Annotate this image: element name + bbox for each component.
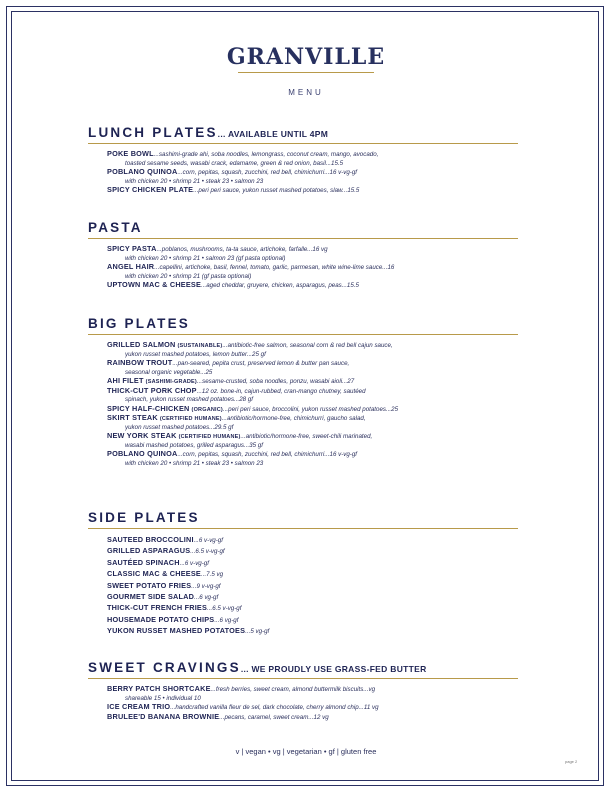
item-description: ...peri peri sauce, yukon russet mashed potatoes, slaw...15.5 [193, 187, 360, 194]
item-description: ...6 v-vg-gf [193, 537, 223, 544]
item-name: BRULEE'D BANANA BROWNIE [107, 712, 220, 721]
item-tag: (CERTIFIED HUMANE) [178, 434, 241, 441]
menu-item [107, 581, 518, 592]
menu-item [107, 359, 518, 369]
menu-item [107, 558, 518, 569]
item-tag: (ORGANIC) [191, 406, 223, 413]
menu-item [107, 569, 518, 580]
item-description: ...12 oz. bone-in, cajun-rubbed, cran-mango chutney, sautéed [196, 387, 366, 395]
menu-item [107, 713, 518, 723]
item-description: ...6 vg-gf [194, 594, 219, 602]
section-divider [88, 528, 518, 529]
item-description: ...6.5 v-vg-gf [207, 605, 242, 613]
item-name: GRILLED SALMON [107, 341, 176, 349]
item-list [107, 341, 518, 468]
section-big-plates [88, 316, 518, 468]
brand-logo: GRANVILLE [226, 44, 386, 70]
section-sweet-cravings [88, 660, 518, 722]
item-name: HOUSEMADE POTATO CHIPS [107, 614, 215, 624]
brand-divider [238, 72, 374, 73]
item-name: SAUTÉED SPINACH [107, 557, 180, 567]
menu-item [107, 186, 518, 196]
item-description: ...antibiotic/hormone-free, sweet-chili marinated, [240, 433, 373, 441]
item-continuation: yukon russet mashed potatoes, lemon butter...25 gf [125, 350, 266, 358]
section-side-plates [88, 510, 518, 638]
section-pasta [88, 220, 518, 291]
menu-item [107, 703, 518, 713]
item-name: GRILLED ASPARAGUS [107, 546, 191, 556]
section-divider [88, 238, 518, 239]
item-description: ...pecans, caramel, sweet cream...12 vg [219, 713, 329, 721]
menu-item [107, 626, 518, 637]
menu-item [107, 168, 518, 178]
item-continuation: wasabi mashed potatoes, grilled asparagus...35 gf [125, 441, 263, 449]
item-description: ...capellini, artichoke, basil, fennel, tomato, garlic, parmesan, white wine-lime sauce...16 [154, 264, 395, 271]
item-continuation: yukon russet mashed potatoes...29.5 gf [125, 423, 234, 431]
item-continuation: spinach, yukon russet mashed potatoes...28 gf [125, 396, 253, 404]
item-name: SWEET POTATO FRIES [107, 580, 192, 590]
section-title: SWEET CRAVINGS... WE PROUDLY USE GRASS-FED BUTTER [88, 660, 427, 675]
item-name: SPICY PASTA [107, 245, 157, 253]
item-list [107, 685, 518, 722]
item-continuation: shareable 15 • individual 10 [125, 694, 201, 702]
menu-item [107, 377, 518, 387]
page-number: page 2 [565, 759, 578, 764]
item-description: ...corn, pepitas, squash, zucchini, red bell, chimichurri...16 v-vg-gf [177, 169, 358, 176]
item-tag: (SASHIMI-GRADE) [145, 379, 197, 385]
section-divider [88, 678, 518, 679]
item-name: ICE CREAM TRIO [107, 703, 171, 711]
item-continuation: with chicken 20 • shrimp 21 • steak 23 • salmon 23 [125, 459, 264, 467]
item-description: ...fresh berries, sweet cream, almond buttermilk biscuits...vg [210, 686, 376, 693]
section-title: PASTA [88, 220, 143, 235]
item-name: SKIRT STEAK [107, 414, 158, 423]
menu-item [107, 592, 518, 603]
item-description: ...corn, pepitas, squash, zucchini, red bell, chimichurri...16 v-vg-gf [177, 451, 358, 459]
item-name: YUKON RUSSET MASHED POTATOES [107, 626, 246, 636]
item-continuation: with chicken 20 • shrimp 21 (gf pasta optional) [125, 272, 252, 280]
menu-item [107, 535, 518, 546]
item-list [107, 535, 518, 638]
item-list [107, 245, 518, 291]
section-title: BIG PLATES [88, 316, 191, 331]
item-name: SAUTEED BROCCOLINI [107, 535, 194, 544]
item-name: BERRY PATCH SHORTCAKE [107, 685, 211, 693]
item-name: POKE BOWL [107, 150, 154, 158]
item-description: ...5 vg-gf [245, 628, 270, 636]
menu-item [107, 450, 518, 460]
section-divider [88, 143, 518, 144]
item-description: ...poblanos, mushrooms, ta-ta sauce, artichoke, farfalle...16 vg [156, 246, 328, 253]
item-tag: (CERTIFIED HUMANE) [159, 416, 222, 423]
item-description: ...handcrafted vanilla fleur de sel, dark chocolate, cherry almond chip...11 vg [170, 704, 379, 711]
item-description: ...aged cheddar, gruyere, chicken, asparagus, peas...15.5 [201, 282, 359, 289]
item-name: THICK-CUT PORK CHOP [107, 386, 197, 395]
section-lunch-plates [88, 125, 518, 196]
item-name: POBLANO QUINOA [107, 168, 178, 176]
item-name: RAINBOW TROUT [107, 359, 173, 367]
item-name: POBLANO QUINOA [107, 450, 178, 459]
menu-item [107, 615, 518, 626]
menu-item [107, 432, 518, 442]
menu-item [107, 603, 518, 614]
item-description: ...6 v-vg-gf [179, 559, 209, 567]
item-description: ...pan-seared, pepita crust, preserved lemon & butter pan sauce, [172, 360, 350, 367]
dietary-legend: v | vegan • vg | vegetarian • gf | gluten free [235, 747, 377, 756]
section-title: LUNCH PLATES... AVAILABLE UNTIL 4PM [88, 125, 329, 140]
section-title: SIDE PLATES [88, 510, 200, 525]
menu-item [107, 150, 518, 160]
item-description: ...sesame-crusted, soba noodles, ponzu, wasabi aioli...27 [196, 378, 355, 385]
menu-item [107, 387, 518, 397]
item-description: ...6 vg-gf [214, 616, 239, 624]
item-description: ...peri peri sauce, broccolini, yukon russet mashed potatoes...25 [222, 405, 399, 413]
menu-item [107, 546, 518, 557]
menu-item [107, 341, 518, 351]
item-name: SPICY CHICKEN PLATE [107, 186, 194, 194]
item-description: ...antibiotic-free salmon, seasonal corn & red bell cajun sauce, [222, 342, 393, 349]
item-description: ...sashimi-grade ahi, soba noodles, lemongrass, coconut cream, mango, avocado, [153, 151, 379, 158]
item-description: ...7.5 vg [201, 571, 224, 579]
item-description: ...antibiotic/hormone-free, chimichurri, gaucho salad, [221, 415, 366, 423]
item-continuation: with chicken 20 • shrimp 21 • steak 23 • salmon 23 [125, 177, 264, 185]
item-description: ...6.5 v-vg-gf [190, 548, 225, 556]
item-name: UPTOWN MAC & CHEESE [107, 281, 202, 289]
menu-item [107, 414, 518, 424]
item-description: ...9 v-vg-gf [191, 582, 221, 590]
menu-item [107, 405, 518, 415]
item-name: AHI FILET [107, 377, 144, 385]
menu-item [107, 281, 518, 291]
item-name: ANGEL HAIR [107, 263, 155, 271]
menu-label: MENU [288, 88, 324, 97]
item-name: NEW YORK STEAK [107, 432, 177, 441]
item-name: SPICY HALF-CHICKEN [107, 404, 190, 413]
menu-item [107, 685, 518, 695]
section-divider [88, 334, 518, 335]
item-name: CLASSIC MAC & CHEESE [107, 569, 202, 579]
menu-item [107, 263, 518, 273]
item-list [107, 150, 518, 196]
item-continuation: seasonal organic vegetable...25 [125, 368, 213, 376]
item-name: THICK-CUT FRENCH FRIES [107, 603, 208, 613]
item-tag: (SUSTAINABLE) [177, 343, 223, 349]
item-continuation: with chicken 20 • shrimp 21 • salmon 23 (gf pasta optional) [125, 254, 286, 262]
menu-item [107, 245, 518, 255]
item-name: GOURMET SIDE SALAD [107, 592, 195, 602]
item-continuation: toasted sesame seeds, wasabi crack, edamame, green & red onion, basil...15.5 [125, 159, 344, 167]
